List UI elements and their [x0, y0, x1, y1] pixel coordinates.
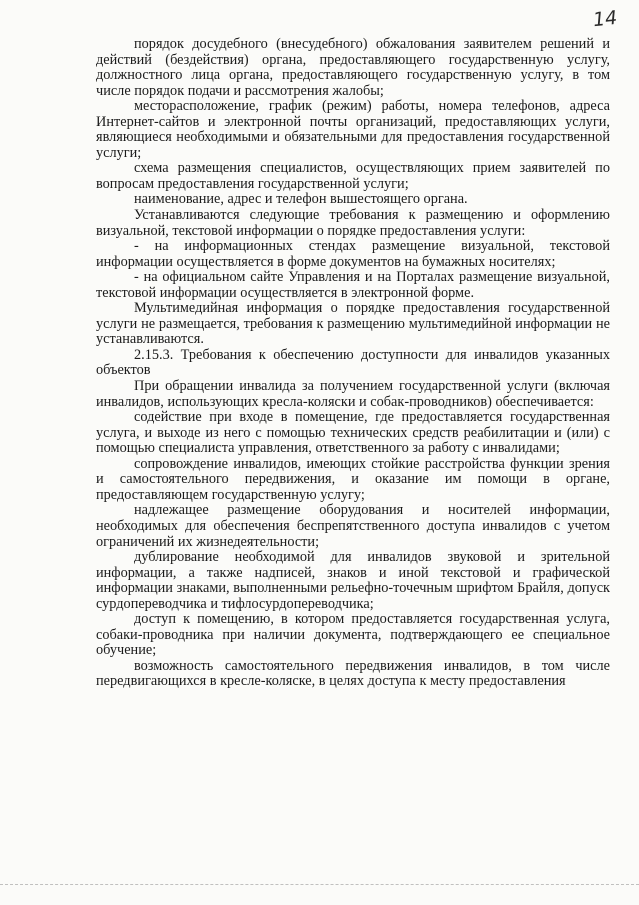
paragraph-visual-info-requirements: Устанавливаются следующие требования к размещению и оформлению визуальной, текстовой информации о порядке предоставления услуги: [96, 207, 610, 239]
paragraph-multimedia: Мультимедийная информация о порядке предоставления государственной услуги не размещается, требования к размещению мультимедийной информации не устанавливаются. [96, 300, 610, 348]
paragraph-equipment-placement: надлежащее размещение оборудования и носителей информации, необходимых для обеспечения беспрепятственного доступа инвалидов с учетом ограничений их жизнедеятельности; [96, 502, 610, 550]
paragraph-higher-authority: наименование, адрес и телефон вышестоящего органа. [134, 191, 468, 208]
paragraph-disabled-access-intro: При обращении инвалида за получением государственной услуги (включая инвалидов, использующих кресла-коляски и собак-проводников) обеспечивается: [96, 378, 610, 410]
page-number: 14 [591, 6, 619, 32]
paragraph-entry-assistance: содействие при входе в помещение, где предоставляется государственная услуга, и выходе из него с помощью технических средств реабилитации и (или) с помощью специалиста управления, ответственного за работу с инвалидами; [96, 409, 610, 457]
paragraph-info-stands: - на информационных стендах размещение визуальной, текстовой информации осуществляется в форме документов на бумажных носителях; [96, 238, 610, 270]
paragraph-duplication-braille: дублирование необходимой для инвалидов звуковой и зрительной информации, а также надписей, знаков и иной текстовой и графической информации знаками, выполненными рельефно-точечным шрифтом Брайля, допуск сурдопереводчика и тифлосурдопереводчика; [96, 549, 610, 612]
scan-bottom-edge [0, 884, 639, 885]
paragraph-appeal-procedure: порядок досудебного (внесудебного) обжалования заявителем решений и действий (бездействия) органа, предоставляющего государственную услугу, должностного лица органа, предоставляющего государственную услугу, в том числе порядок подачи и рассмотрения жалобы; [96, 36, 610, 99]
document-body [96, 37, 610, 690]
paragraph-independent-movement: возможность самостоятельного передвижения инвалидов, в том числе передвигающихся в кресле-коляске, в целях доступа к месту предоставления [96, 657, 610, 690]
paragraph-specialists-layout: схема размещения специалистов, осуществляющих прием заявителей по вопросам предоставления государственной услуги; [96, 160, 610, 192]
paragraph-location-schedule: месторасположение, график (режим) работы, номера телефонов, адреса Интернет-сайтов и электронной почты организаций, предоставляющих услуги, являющиеся необходимыми и обязательными для предоставления государственной услуги; [96, 98, 610, 161]
paragraph-official-site: - на официальном сайте Управления и на Порталах размещение визуальной, текстовой информации осуществляется в электронной форме. [96, 269, 610, 301]
paragraph-guide-dog-access: доступ к помещению, в котором предоставляется государственная услуга, собаки-проводника при наличии документа, подтверждающего ее специальное обучение; [96, 611, 610, 659]
section-heading-2-15-3: 2.15.3. Требования к обеспечению доступности для инвалидов указанных объектов [96, 346, 610, 379]
paragraph-escort: сопровождение инвалидов, имеющих стойкие расстройства функции зрения и самостоятельного передвижения, и оказание им помощи в органе, предоставляющем государственную услугу; [96, 455, 610, 503]
